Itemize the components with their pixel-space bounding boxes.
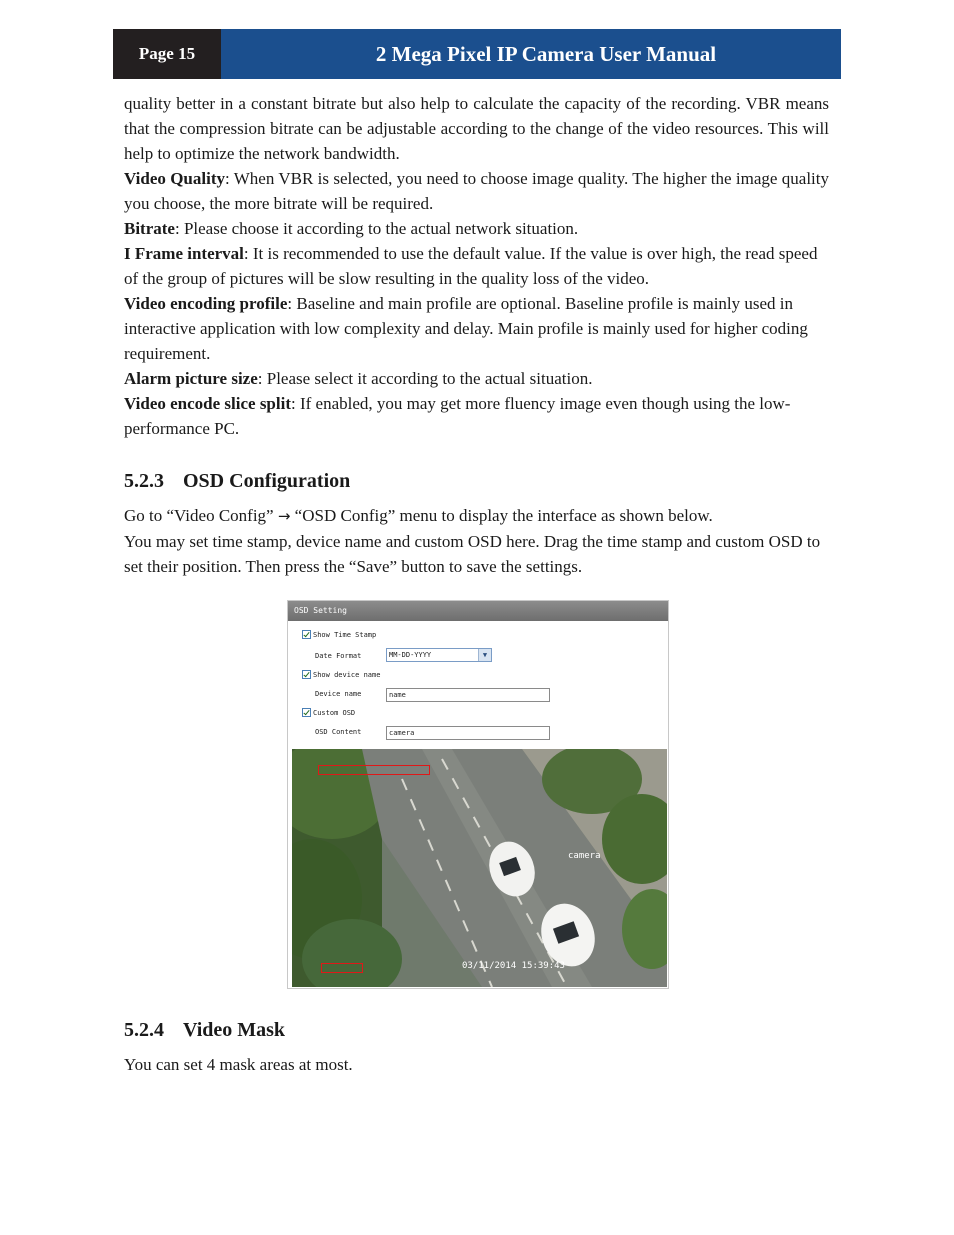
paragraph-video-quality [124, 166, 829, 216]
osd-form [288, 621, 668, 747]
custom-osd-label: Custom OSD [313, 708, 356, 717]
date-format-select[interactable] [386, 648, 492, 662]
paragraph-encoding-profile [124, 291, 829, 366]
heading-osd-configuration [124, 470, 350, 493]
section-title: OSD Configuration [183, 470, 351, 492]
term-slice-split: Video encode slice split [124, 394, 291, 413]
body-text [124, 91, 829, 441]
desc-encoding-profile: : Baseline and main profile are optional. Baseline profile is mainly used in interactive application with low complexity and delay. Main profile is mainly used for higher coding requirement. [124, 294, 808, 363]
date-format-label: Date Format [315, 652, 362, 660]
section-number-524: 5.2.4 [124, 1019, 164, 1041]
page-number: Page 15 [113, 29, 221, 79]
osd-small-box[interactable] [321, 963, 363, 973]
intro-part-a: Go to “Video Config” [124, 506, 278, 525]
desc-bitrate: : Please choose it according to the actual network situation. [174, 219, 579, 238]
video-preview[interactable] [292, 749, 667, 987]
paragraph-alarm-picture [124, 366, 829, 391]
desc-video-quality: : When VBR is selected, you need to choose image quality. The higher the image quality you choose, the more bitrate will be required. [124, 169, 830, 213]
paragraph-slice-split [124, 391, 829, 441]
show-device-name-row[interactable] [302, 670, 380, 679]
section-number: 5.2.3 [124, 470, 164, 492]
desc-i-frame: : It is recommended to use the default value. If the value is over high, the read speed of the group of pictures will be slow resulting in the quality loss of the video. [124, 244, 818, 288]
osd-content-input[interactable]: camera [386, 726, 550, 740]
desc-alarm-picture: : Please select it according to the actual situation. [257, 369, 593, 388]
page-header [113, 29, 841, 79]
device-name-input[interactable]: name [386, 688, 550, 702]
term-alarm-picture: Alarm picture size [124, 369, 258, 388]
osd-intro-line2: You may set time stamp, device name and custom OSD here. Drag the time stamp and custom OSD to set their position. Then press the “Save” button to save the settings. [124, 532, 821, 576]
intro-part-b: “OSD Config” menu to display the interface as shown below. [290, 506, 713, 525]
show-time-stamp-label: Show Time Stamp [313, 630, 377, 639]
device-name-label: Device name [315, 690, 362, 698]
osd-timestamp[interactable]: 03/11/2014 15:39:43 [462, 961, 565, 971]
video-mask-text: You can set 4 mask areas at most. [124, 1055, 353, 1074]
term-encoding-profile: Video encoding profile [124, 294, 288, 313]
osd-intro [124, 503, 829, 579]
custom-osd-checkbox[interactable] [302, 708, 311, 717]
date-format-value: MM-DD-YYYY [389, 651, 432, 659]
arrow-right-icon: → [277, 507, 291, 525]
desc-slice-split: : If enabled, you may get more fluency image even though using the low-performance PC. [124, 394, 791, 438]
show-device-name-label: Show device name [313, 670, 381, 679]
custom-osd-row[interactable] [302, 708, 355, 717]
manual-title: 2 Mega Pixel IP Camera User Manual [221, 29, 841, 79]
osd-panel-title: OSD Setting [288, 601, 668, 621]
paragraph-i-frame [124, 241, 829, 291]
term-video-quality: Video Quality [124, 169, 225, 188]
osd-intro-line1 [124, 503, 829, 529]
heading-video-mask [124, 1019, 285, 1042]
osd-camera-text[interactable]: camera [568, 851, 601, 861]
show-time-stamp-checkbox[interactable] [302, 630, 311, 639]
term-i-frame: I Frame interval [124, 244, 244, 263]
paragraph-bitrate [124, 216, 829, 241]
term-bitrate: Bitrate [124, 219, 175, 238]
osd-device-name-box[interactable] [318, 765, 430, 775]
paragraph-vbr: quality better in a constant bitrate but also help to calculate the capacity of the recording. VBR means that the compression bitrate can be adjustable according to the change of the video resources. This will help to optimize the network bandwidth. [124, 94, 829, 163]
osd-setting-screenshot [287, 600, 669, 989]
street-scene-image [292, 749, 667, 987]
show-device-name-checkbox[interactable] [302, 670, 311, 679]
show-time-stamp-row[interactable] [302, 630, 376, 639]
osd-content-label: OSD Content [315, 728, 362, 736]
section-title-524: Video Mask [183, 1019, 286, 1041]
chevron-down-icon[interactable]: ▼ [478, 649, 491, 661]
